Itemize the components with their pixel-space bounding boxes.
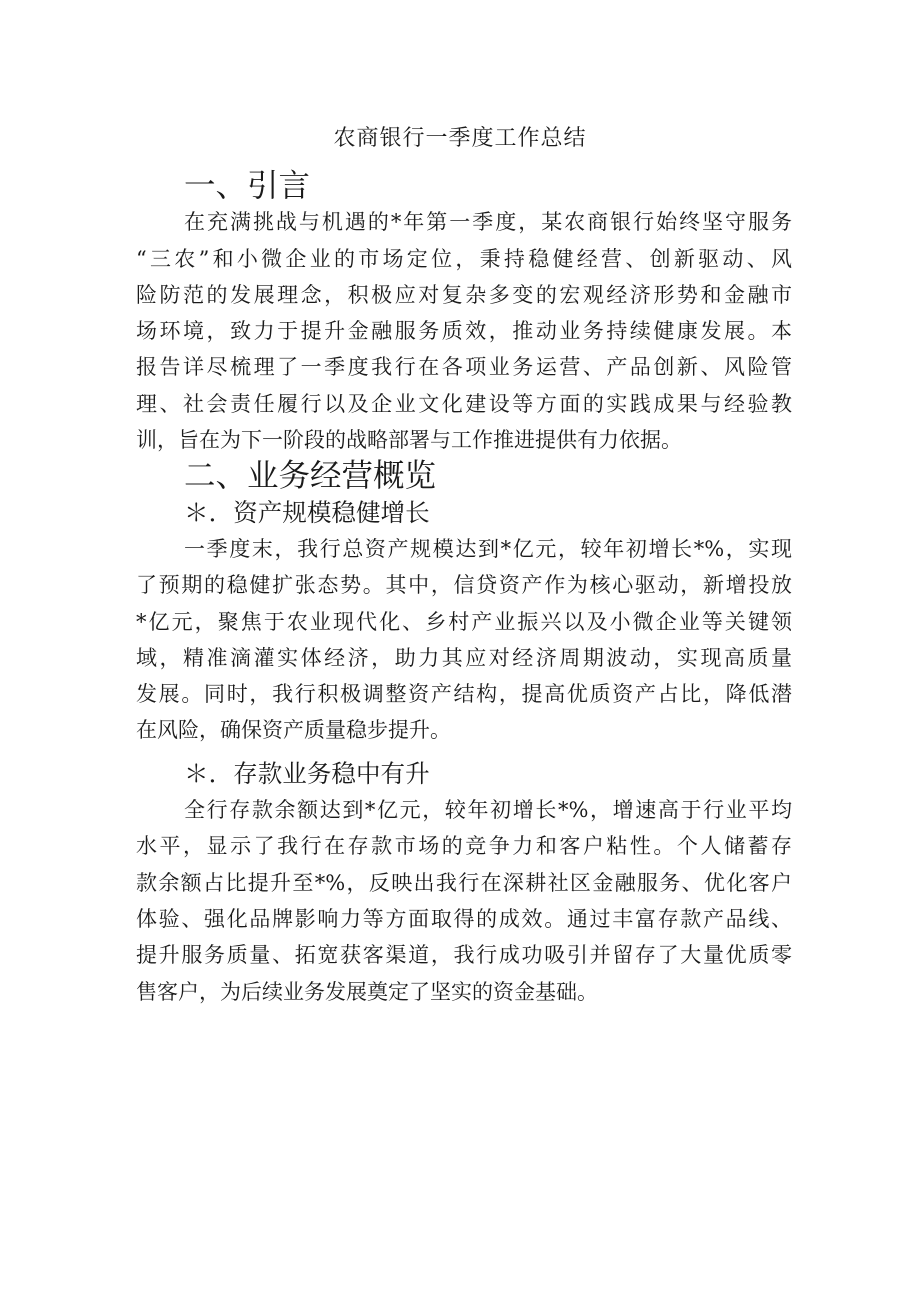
subsection-heading-assets: ＊．资产规模稳健增长 bbox=[184, 497, 430, 527]
paragraph-intro bbox=[136, 204, 792, 458]
paragraph-line: 体验、强化品牌影响力等方面取得的成效。通过丰富存款产品线、 bbox=[136, 906, 792, 931]
paragraph-deposits bbox=[136, 792, 792, 1010]
paragraph-line: 水平，显示了我行在存款市场的竞争力和客户粘性。个人储蓄存 bbox=[136, 834, 792, 859]
paragraph-line: 了预期的稳健扩张态势。其中，信贷资产作为核心驱动，新增投放 bbox=[136, 573, 792, 598]
paragraph-line: 训，旨在为下一阶段的战略部署与工作推进提供有力依据。 bbox=[136, 428, 682, 453]
paragraph-line: 一季度末，我行总资产规模达到*亿元，较年初增长*%，实现 bbox=[184, 536, 792, 561]
paragraph-line: 发展。同时，我行积极调整资产结构，提高优质资产占比，降低潜 bbox=[136, 682, 792, 707]
paragraph-line: 售客户，为后续业务发展奠定了坚实的资金基础。 bbox=[136, 979, 598, 1004]
section-heading-business: 二、业务经营概览 bbox=[184, 458, 437, 495]
document-title: 农商银行一季度工作总结 bbox=[333, 126, 587, 151]
paragraph-line: 理、社会责任履行以及企业文化建设等方面的实践成果与经验教 bbox=[136, 391, 792, 416]
document-body bbox=[136, 168, 792, 1010]
paragraph-line: “三农”和小微企业的市场定位，秉持稳健经营、创新驱动、风 bbox=[136, 246, 792, 271]
paragraph-line: 场环境，致力于提升金融服务质效，推动业务持续健康发展。本 bbox=[136, 319, 792, 344]
paragraph-assets bbox=[136, 531, 792, 749]
paragraph-line: 款余额占比提升至*%，反映出我行在深耕社区金融服务、优化客户 bbox=[136, 870, 792, 895]
subsection-heading-deposits: ＊．存款业务稳中有升 bbox=[184, 758, 430, 788]
paragraph-line: 全行存款余额达到*亿元，较年初增长*%，增速高于行业平均 bbox=[184, 798, 792, 823]
paragraph-line: 报告详尽梳理了一季度我行在各项业务运营、产品创新、风险管 bbox=[136, 355, 792, 380]
paragraph-line: 在风险，确保资产质量稳步提升。 bbox=[136, 718, 451, 743]
paragraph-line: 域，精准滴灌实体经济，助力其应对经济周期波动，实现高质量 bbox=[136, 645, 792, 670]
paragraph-line: 险防范的发展理念，积极应对复杂多变的宏观经济形势和金融市 bbox=[136, 282, 792, 307]
paragraph-line: *亿元，聚焦于农业现代化、乡村产业振兴以及小微企业等关键领 bbox=[136, 609, 792, 634]
paragraph-line: 在充满挑战与机遇的*年第一季度，某农商银行始终坚守服务 bbox=[184, 210, 792, 235]
section-heading-intro: 一、引言 bbox=[184, 168, 311, 204]
paragraph-line: 提升服务质量、拓宽获客渠道，我行成功吸引并留存了大量优质零 bbox=[136, 943, 792, 968]
